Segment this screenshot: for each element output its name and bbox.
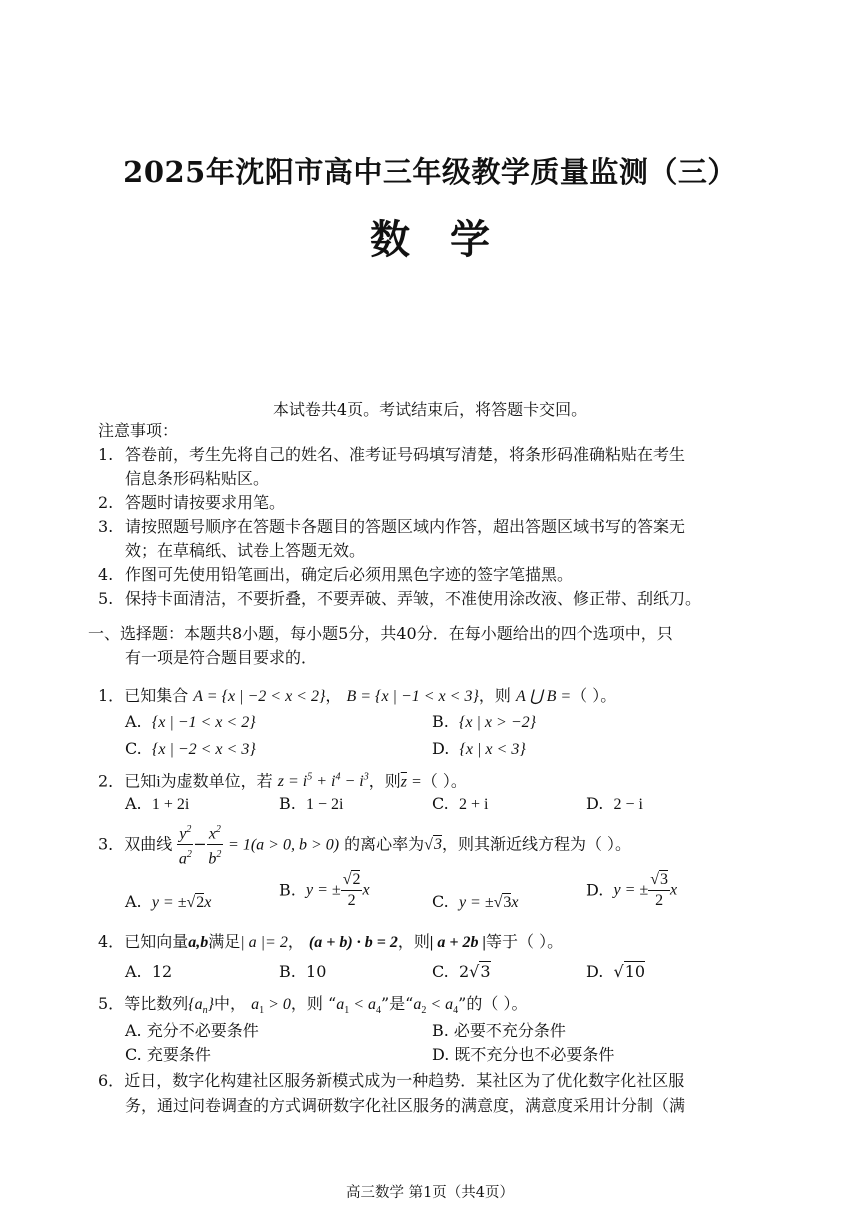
question-4: 4．已知向量a,b满足| a |= 2， (a + b) · b = 2，则| a + 2b |等于（ ）。 xyxy=(98,932,564,951)
q1-option-d: D. {x | x < 3} xyxy=(432,739,526,758)
note-2-line-1: 答题时请按要求用笔。 xyxy=(125,493,286,512)
note-5-num: 5. xyxy=(98,589,114,608)
q5-option-d: D. 既不充分也不必要条件 xyxy=(432,1045,615,1064)
note-1-line-2: 信息条形码粘贴区。 xyxy=(125,469,270,488)
q2-option-b: B. 1 − 2i xyxy=(279,794,344,813)
question-6-line-1: 6．近日，数字化构建社区服务新模式成为一种趋势．某社区为了优化数字化社区服 xyxy=(98,1071,685,1090)
page-footer: 高三数学 第1页（共4页） xyxy=(345,1185,515,1201)
note-1-line-1: 答卷前，考生先将自己的姓名、准考证号码填写清楚，将条形码准确粘贴在考生 xyxy=(125,445,686,464)
q2-option-a: A. 1 + 2i xyxy=(125,794,190,813)
note-3-num: 3. xyxy=(98,517,114,536)
question-2: 2．已知i为虚数单位，若 $z = i^5 + i^4 - i^3$，则$\overline{z}$ =（ ）。 xyxy=(98,771,467,791)
note-2-num: 2. xyxy=(98,493,114,512)
q1-expr: A ⋃ B = xyxy=(515,688,572,705)
note-5-line-1: 保持卡面清洁，不要折叠，不要弄破、弄皱，不准使用涂改液、修正带、刮纸刀。 xyxy=(125,589,702,608)
q4-option-b: B. 10 xyxy=(279,962,327,981)
note-3-line-2: 效；在草稿纸、试卷上答题无效。 xyxy=(125,541,366,560)
q3-frac-2: $\frac{x^2}{b^2}$ xyxy=(207,820,223,870)
q1-tail: （ ）。 xyxy=(571,686,617,705)
q1-option-b: B. {x | x > −2} xyxy=(432,712,537,731)
section-1-line-1: 一、选择题：本题共8小题，每小题5分，共40分．在每小题给出的四个选项中，只 xyxy=(88,624,673,643)
question-6-line-2: 务，通过问卷调查的方式调研数字化社区服务的满意度，满意度采用计分制（满 xyxy=(125,1096,686,1115)
exam-intro: 本试卷共4页。考试结束后，将答题卡交回。 xyxy=(272,400,588,419)
q3-option-c: C. y = ±√3x xyxy=(432,892,519,911)
note-1-num: 1. xyxy=(98,445,114,464)
q4-option-a: A. 12 xyxy=(125,962,173,981)
q3-option-b: B. y = ± $\frac{√2}{2}$ x xyxy=(279,871,370,909)
q3-option-d: D. y = ± $\frac{√3}{2}$ x xyxy=(586,871,678,909)
question-5: 5．等比数列$\{a_n\}$中， $a_1 > 0$，则 “$a_1 < a_4$”是“$a_2 < a_4$”的（ ）。 xyxy=(98,994,528,1017)
section-1-line-2: 有一项是符合题目要求的． xyxy=(125,648,318,667)
q5-option-c: C. 充要条件 xyxy=(125,1045,211,1064)
question-3: 3．双曲线 $\frac{y^2}{a^2}$ − $\frac{x^2}{b^2}$ = 1(a > 0, b > 0) 的离心率为√3，则其渐近线方程为（ ）。 xyxy=(98,820,631,870)
q5-option-a: A. 充分不必要条件 xyxy=(125,1021,259,1040)
q1-set-b: B = {x | −1 < x < 3} xyxy=(346,688,479,705)
subject-title: 数学 xyxy=(370,216,530,263)
q2-z-expr: $z = i^5 + i^4 - i^3$ xyxy=(277,772,369,791)
q4-option-c: C. 2√3 xyxy=(432,962,491,981)
page-title: 2025年沈阳市高中三年级教学质量监测（三） xyxy=(123,155,737,189)
q5-option-b: B. 必要不充分条件 xyxy=(432,1021,566,1040)
question-1 xyxy=(98,684,616,709)
q1-number: 1． xyxy=(98,686,125,705)
q1-option-a: A. {x | −1 < x < 2} xyxy=(125,712,256,731)
notes-heading: 注意事项： xyxy=(98,421,179,440)
q2-option-d: D. 2 − i xyxy=(586,794,643,813)
q1-option-c: C. {x | −2 < x < 3} xyxy=(125,739,256,758)
note-3-line-1: 请按照题号顺序在答题卡各题目的答题区域内作答，超出答题区域书写的答案无 xyxy=(125,517,686,536)
q2-zbar: $\overline{z}$ xyxy=(400,773,407,791)
note-4-num: 4. xyxy=(98,565,114,584)
q1-prefix: 已知集合 xyxy=(124,686,189,705)
q1-mid: ，则 xyxy=(478,686,511,705)
note-4-line-1: 作图可先使用铅笔画出，确定后必须用黑色字迹的签字笔描黑。 xyxy=(125,565,574,584)
q3-option-a: A. y = ±√2x xyxy=(125,892,212,911)
q1-set-a: A = {x | −2 < x < 2} xyxy=(193,688,326,705)
q4-option-d: D. √10 xyxy=(586,962,646,981)
q2-option-c: C. 2 + i xyxy=(432,794,489,813)
q1-sep: ， xyxy=(325,686,342,705)
q3-frac-1: $\frac{y^2}{a^2}$ xyxy=(177,820,193,870)
